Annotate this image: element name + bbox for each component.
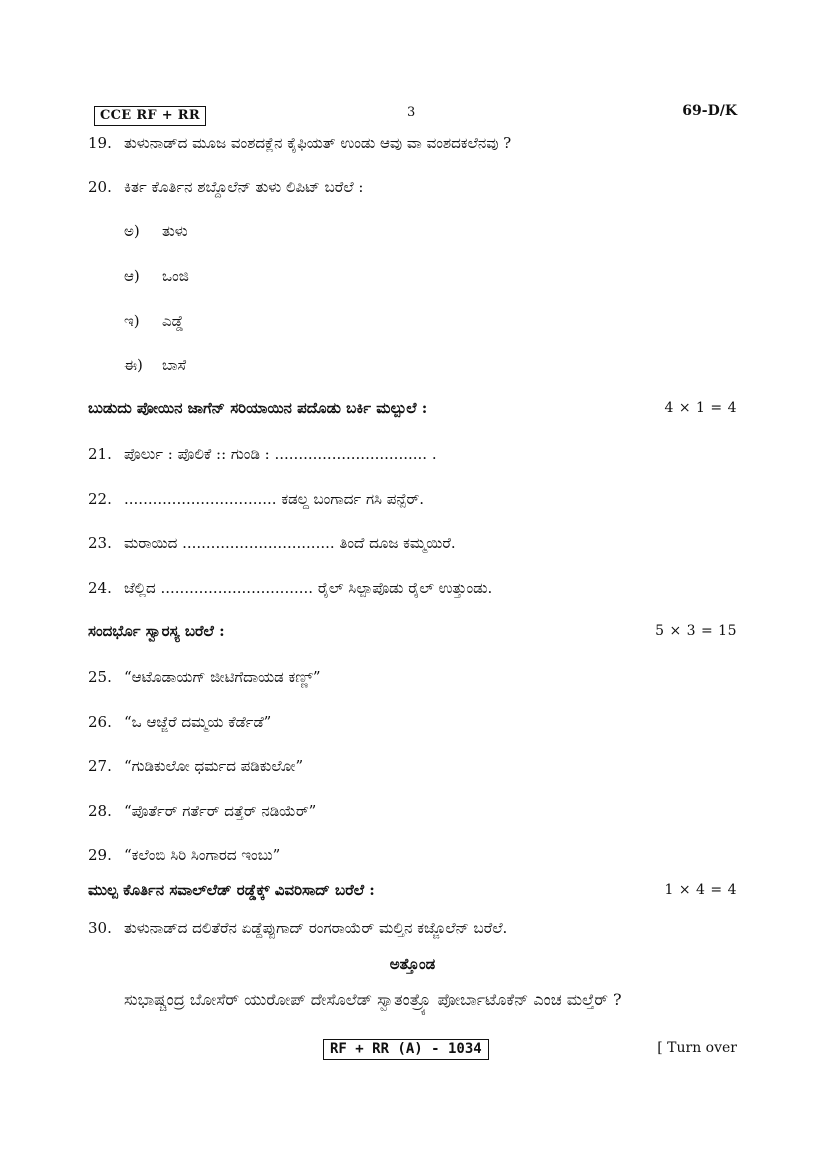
question-text: “ಗುಡಿಕುಲೋ ಧರ್ಮದ ಪಡಿಕುಲೋ” [124,757,304,775]
question-25 [88,668,321,686]
question-text: “ಕಲೆಂಬಿ ಸಿರಿ ಸಿಂಗಾರದ ಇಂಬು” [124,846,281,864]
paper-code: 69-D/K [682,103,737,119]
question-text: “ಪೊರ್ತೆರ್ ಗರ್ತೆರ್ ದತ್ತೆರ್ ನಡಿಯೆರ್” [124,802,317,820]
question-number: 26. [88,713,112,731]
section-marks: 1 × 4 = 4 [664,882,737,898]
option-b [124,267,189,285]
question-number: 23. [88,534,112,552]
question-28 [88,802,316,820]
question-number: 27. [88,757,112,775]
question-30 [88,919,507,937]
question-number: 28. [88,802,112,820]
question-21 [88,445,437,463]
exam-code-box: CCE RF + RR [94,106,206,126]
option-text: ಒಂಜಿ [162,267,189,285]
question-29 [88,846,280,864]
question-24 [88,579,492,597]
footer-code-box: RF + RR (A) - 1034 [323,1039,489,1060]
option-label: ಅ) [124,222,140,240]
question-text: ಮರಾಯಿದ ................................ ತಿಂದೆ ದೂಜ ಕಮ್ಮಯಿರೆ. [124,534,456,552]
question-text: ................................ ಕಡಲ್ದ ಬಂಗಾರ್ದ ಗಸಿ ಪನ್ಪೆರ್. [124,490,425,508]
option-d [124,356,186,374]
option-text: ಎಡ್ಡೆ [162,312,184,330]
alternative-question: ಸುಭಾಷ್ಚಂದ್ರ ಬೋಸೆರ್ ಯುರೋಪ್ ದೇಸೊಲೆಡ್ ಸ್ವಾತಂತ್ರ್ಯೊ ಪೋರ್ಬಾಟೊಕೆನ್ ಎಂಚ ಮಲ್ತೆರ್ ? [124,990,622,1009]
option-a [124,222,188,240]
question-number: 21. [88,445,112,463]
question-text: “ಆಟೊಡಾಯಗ್ ಜೀಟಿಗೆದಾಯಡ ಕಣ್ಣ್” [124,668,321,686]
or-label: ಅತ್ತೊಂಡ [389,955,436,973]
question-text: “ಒ ಆಜ್ಜೆರೆ ದಮ್ಮಯ ಕೆರ್ಡೆಡೆ” [124,713,272,731]
option-label: ಇ) [124,312,140,330]
option-c [124,312,183,330]
section-heading-context: ಸಂದರ್ಭೊ ಸ್ವಾರಸ್ಯ ಬರೆಲೆ : [88,622,225,640]
question-20 [88,178,363,196]
section-heading-explain: ಮುಲ್ಪ ಕೊರ್ತಿನ ಸವಾಲ್‌ಲೆಡ್ ರಡ್ಡೆಕ್ಕ್ ವಿವರಿಸಾದ್ ಬರೆಲೆ : [88,881,375,899]
section-heading-fill-blanks: ಬುಡುದು ಪೋಯಿನ ಜಾಗೆನ್ ಸರಿಯಾಯಿನ ಪದೊಡು ಬರ್ಕಿ ಮಲ್ಪುಲೆ : [88,399,428,417]
page-number: 3 [407,105,416,120]
question-22 [88,490,424,508]
option-label: ಈ) [124,356,143,374]
section-marks: 4 × 1 = 4 [664,400,737,416]
question-number: 29. [88,846,112,864]
question-number: 20. [88,178,112,196]
question-text: ಕಿರ್ತ ಕೊರ್ತಿನ ಶಬ್ದೊಲೆನ್ ತುಳು ಲಿಪಿಟ್ ಬರೆಲೆ : [124,178,364,196]
question-27 [88,757,303,775]
question-number: 19. [88,134,112,152]
option-label: ಆ) [124,267,140,285]
question-number: 24. [88,579,112,597]
question-text: ತುಳುನಾಡ್‌ದ ಮೂಜ ವಂಶದಕ್ಲೆನ ಕೈಫಿಯತ್ ಉಂಡು ಆವು ವಾ ವಂಶದಕಲೆನವು ? [124,134,512,152]
question-text: ತುಳುನಾಡ್‌ದ ದಲಿತೆರೆನ ಏಡ್ದೆಪ್ಪುಗಾದ್ ರಂಗರಾಯೆರ್ ಮಲ್ತಿನ ಕಜ್ಜೊಲೆನ್ ಬರೆಲೆ. [124,919,508,937]
option-text: ಬಾಸೆ [162,356,187,374]
section-marks: 5 × 3 = 15 [655,623,737,639]
question-number: 22. [88,490,112,508]
question-23 [88,534,456,552]
question-number: 30. [88,919,112,937]
question-19 [88,134,511,152]
question-text: ಪೊರ್ಲು : ಪೊಲಿಕೆ :: ಗುಂಡಿ : ................................ . [124,445,437,463]
option-text: ತುಳು [162,222,188,240]
turn-over-label: [ Turn over [657,1040,737,1056]
question-26 [88,713,271,731]
question-text: ಜೆಲ್ಲಿದ ................................ ರೈಲ್ ಸಿಲ್ಪಾಪೊಡು ರೈಲ್ ಉತ್ತುಂಡು. [124,579,493,597]
question-number: 25. [88,668,112,686]
